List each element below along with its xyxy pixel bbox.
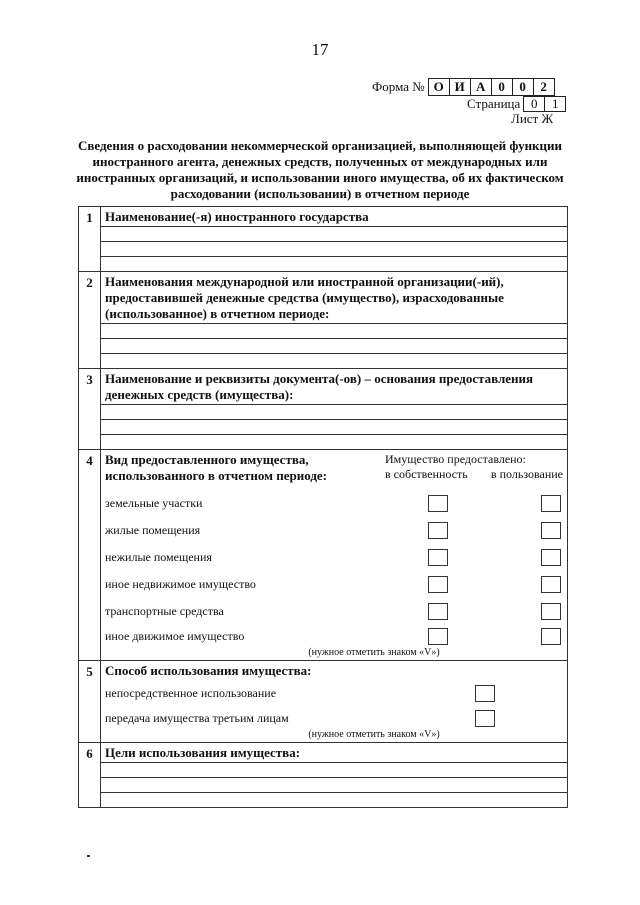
page-number: 17 [311,40,329,59]
section-6 [79,743,567,807]
form-code [372,78,555,96]
property-label: иное движимое имущество [105,628,245,643]
usage-method-label: передача имущества третьим лицам [105,710,289,725]
ownership-checkbox[interactable] [428,495,448,512]
column-use: в пользование [490,467,563,481]
property-item [101,571,567,598]
form-code-cell: 2 [533,78,555,96]
entry-line[interactable] [101,257,567,271]
form-code-label: Форма № [372,79,425,94]
form-code-cell: И [449,78,470,96]
provided-label: Имущество предоставлено: [385,452,526,466]
section-1 [79,207,567,272]
usage-method-item [101,707,567,729]
entry-line[interactable] [101,242,567,257]
entry-line[interactable] [101,778,567,793]
form-code-cell: 0 [491,78,512,96]
usage-checkbox[interactable] [541,603,561,620]
property-label: жилые помещения [105,523,201,537]
page-code-cell: 1 [544,96,566,112]
property-item [101,517,567,544]
page-code-label: Страница [467,96,521,111]
column-own: в собственность [385,467,468,481]
property-item [101,490,567,517]
entry-line[interactable] [101,793,567,807]
usage-method-item [101,680,567,707]
entry-line[interactable] [101,354,567,368]
section-heading: Наименование(-я) иностранного государства [101,207,567,227]
usage-method-checkbox[interactable] [475,710,495,727]
usage-method-label: непосредственное использование [105,686,277,700]
section-heading: Вид предоставленного имущества, использованного в отчетном периоде: [105,452,328,483]
property-item [101,598,567,625]
property-label: нежилые помещения [105,550,212,564]
section-heading: Цели использования имущества: [101,743,567,763]
usage-checkbox[interactable] [541,495,561,512]
document-title: Сведения о расходовании некоммерческой организацией, выполняющей функции иностранного агента, денежных средств, полученных от международных или иностранных организаций, и использовании иного имущества, об их фактическом расходовании (использовании) в отчетном периоде [76,138,564,201]
mark-hint: (нужное отметить знаком «V») [308,729,440,740]
section-number: 6 [79,743,101,807]
entry-line[interactable] [101,339,567,354]
section-number: 4 [79,450,101,660]
entry-line[interactable] [101,420,567,435]
section-heading: Способ использования имущества: [105,663,312,678]
property-item [101,544,567,571]
entry-line[interactable] [101,405,567,420]
section-number: 1 [79,207,101,271]
property-label: иное недвижимое имущество [105,577,256,591]
usage-checkbox[interactable] [541,628,561,645]
section-2 [79,272,567,369]
usage-checkbox[interactable] [541,576,561,593]
entry-line[interactable] [101,324,567,339]
page-code-cell: 0 [523,96,544,112]
report-form [78,206,568,808]
ownership-checkbox[interactable] [428,522,448,539]
section-heading: Наименования международной или иностранной организации(-ий), предоставившей денежные средства (имущество), израсходованные (использованное) в отчетном периоде: [101,272,567,324]
section-heading: Наименование и реквизиты документа(-ов) – основания предоставления денежных средств (имущества): [101,369,567,405]
property-item [101,625,567,647]
ownership-checkbox[interactable] [428,628,448,645]
section-3 [79,369,567,450]
section-number: 5 [79,661,101,742]
section-5 [79,661,567,743]
entry-line[interactable] [101,435,567,449]
property-label: транспортные средства [105,604,224,618]
entry-line[interactable] [101,763,567,778]
usage-checkbox[interactable] [541,522,561,539]
usage-method-checkbox[interactable] [475,685,495,702]
section-number: 2 [79,272,101,368]
ownership-checkbox[interactable] [428,549,448,566]
form-code-cell: А [470,78,491,96]
section-4 [79,450,567,661]
entry-line[interactable] [101,227,567,242]
form-code-cell: О [428,78,449,96]
ownership-checkbox[interactable] [428,603,448,620]
mark-hint: (нужное отметить знаком «V») [308,647,440,658]
usage-checkbox[interactable] [541,549,561,566]
ownership-checkbox[interactable] [428,576,448,593]
section-number: 3 [79,369,101,449]
property-label: земельные участки [105,496,203,510]
scan-speck [87,855,90,857]
sheet-label: Лист Ж [511,111,554,126]
form-code-cell: 0 [512,78,533,96]
